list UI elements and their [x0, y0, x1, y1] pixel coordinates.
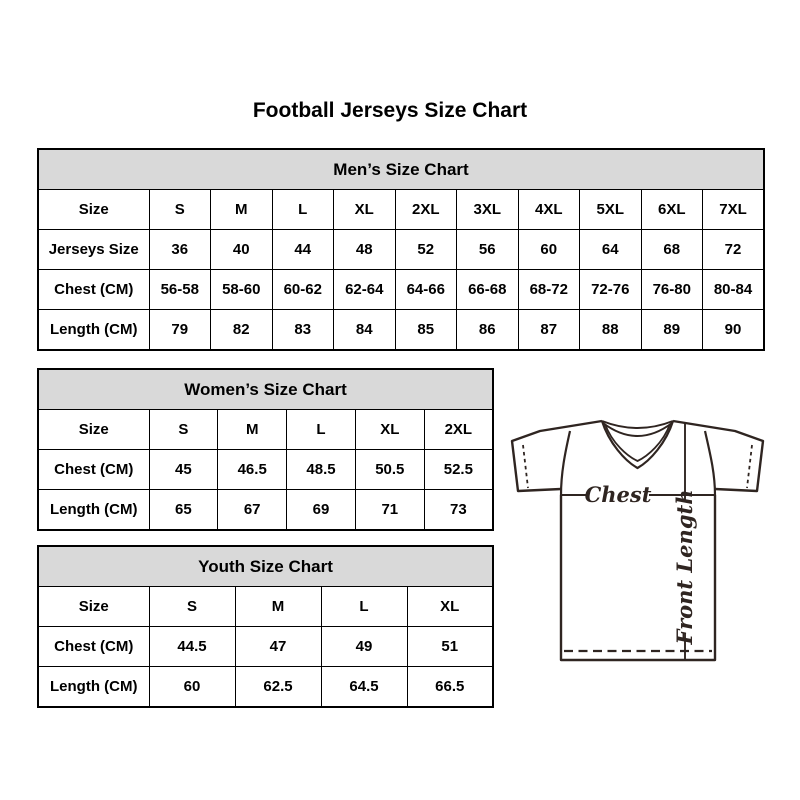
men-value-cell: 86: [457, 310, 519, 351]
women-value-cell: 52.5: [424, 450, 493, 490]
men-table-title: Men’s Size Chart: [38, 149, 764, 190]
men-column-header: 3XL: [457, 190, 519, 230]
front-length-label: Front Length: [672, 489, 697, 645]
women-column-header: L: [287, 410, 356, 450]
youth-value-cell: 62.5: [235, 667, 321, 708]
men-column-header: 4XL: [518, 190, 580, 230]
men-column-header: 6XL: [641, 190, 703, 230]
men-value-cell: 66-68: [457, 270, 519, 310]
women-column-header: S: [149, 410, 218, 450]
women-value-cell: 50.5: [355, 450, 424, 490]
men-table-row: [38, 230, 764, 270]
men-value-cell: 56: [457, 230, 519, 270]
women-table-title: Women’s Size Chart: [38, 369, 493, 410]
mens-size-table: [37, 148, 765, 351]
women-value-cell: 48.5: [287, 450, 356, 490]
youth-table-row: [38, 667, 493, 708]
men-value-cell: 36: [149, 230, 211, 270]
men-value-cell: 44: [272, 230, 334, 270]
men-value-cell: 82: [211, 310, 273, 351]
men-column-header: S: [149, 190, 211, 230]
left-cuff-stitch: [523, 445, 528, 488]
men-value-cell: 68-72: [518, 270, 580, 310]
youth-value-cell: 51: [407, 627, 493, 667]
youth-value-cell: 44.5: [149, 627, 235, 667]
women-row-label: Length (CM): [38, 490, 149, 531]
jersey-measurement-diagram: [495, 393, 785, 683]
men-value-cell: 79: [149, 310, 211, 351]
men-value-cell: 60: [518, 230, 580, 270]
men-value-cell: 40: [211, 230, 273, 270]
men-column-header: XL: [334, 190, 396, 230]
women-column-header: Size: [38, 410, 149, 450]
men-value-cell: 62-64: [334, 270, 396, 310]
front-length-measurement: [672, 423, 698, 660]
page-title: Football Jerseys Size Chart: [252, 99, 528, 122]
women-row-label: Chest (CM): [38, 450, 149, 490]
men-value-cell: 68: [641, 230, 703, 270]
right-cuff-stitch: [747, 445, 752, 488]
women-value-cell: 45: [149, 450, 218, 490]
men-value-cell: 84: [334, 310, 396, 351]
men-value-cell: 58-60: [211, 270, 273, 310]
youth-value-cell: 47: [235, 627, 321, 667]
women-value-cell: 67: [218, 490, 287, 531]
men-column-header: 5XL: [580, 190, 642, 230]
youth-row-label: Chest (CM): [38, 627, 149, 667]
men-column-header: L: [272, 190, 334, 230]
youth-row-label: Length (CM): [38, 667, 149, 708]
men-value-cell: 48: [334, 230, 396, 270]
youth-column-header: M: [235, 587, 321, 627]
youth-value-cell: 64.5: [321, 667, 407, 708]
men-value-cell: 87: [518, 310, 580, 351]
youth-value-cell: 60: [149, 667, 235, 708]
men-value-cell: 88: [580, 310, 642, 351]
women-column-header: 2XL: [424, 410, 493, 450]
jersey-outline: [512, 421, 763, 660]
men-value-cell: 89: [641, 310, 703, 351]
women-table-row: [38, 490, 493, 531]
men-column-header: 7XL: [703, 190, 765, 230]
women-column-header: M: [218, 410, 287, 450]
men-value-cell: 64: [580, 230, 642, 270]
men-column-header: 2XL: [395, 190, 457, 230]
women-value-cell: 46.5: [218, 450, 287, 490]
men-table-row: [38, 310, 764, 351]
youth-column-header: XL: [407, 587, 493, 627]
men-value-cell: 80-84: [703, 270, 765, 310]
womens-size-table: [37, 368, 494, 531]
men-row-label: Chest (CM): [38, 270, 149, 310]
men-value-cell: 83: [272, 310, 334, 351]
men-value-cell: 90: [703, 310, 765, 351]
men-column-header: Size: [38, 190, 149, 230]
youth-size-table: [37, 545, 494, 708]
men-row-label: Length (CM): [38, 310, 149, 351]
men-value-cell: 72-76: [580, 270, 642, 310]
youth-value-cell: 49: [321, 627, 407, 667]
women-column-header: XL: [355, 410, 424, 450]
chest-label: Chest: [584, 482, 652, 507]
men-value-cell: 76-80: [641, 270, 703, 310]
women-value-cell: 65: [149, 490, 218, 531]
women-value-cell: 71: [355, 490, 424, 531]
youth-column-header: Size: [38, 587, 149, 627]
men-value-cell: 52: [395, 230, 457, 270]
men-value-cell: 64-66: [395, 270, 457, 310]
women-value-cell: 73: [424, 490, 493, 531]
men-table-row: [38, 270, 764, 310]
youth-value-cell: 66.5: [407, 667, 493, 708]
women-table-row: [38, 450, 493, 490]
men-value-cell: 72: [703, 230, 765, 270]
men-value-cell: 85: [395, 310, 457, 351]
men-value-cell: 56-58: [149, 270, 211, 310]
youth-column-header: L: [321, 587, 407, 627]
youth-table-row: [38, 627, 493, 667]
youth-table-title: Youth Size Chart: [38, 546, 493, 587]
men-row-label: Jerseys Size: [38, 230, 149, 270]
youth-column-header: S: [149, 587, 235, 627]
men-column-header: M: [211, 190, 273, 230]
women-value-cell: 69: [287, 490, 356, 531]
men-value-cell: 60-62: [272, 270, 334, 310]
